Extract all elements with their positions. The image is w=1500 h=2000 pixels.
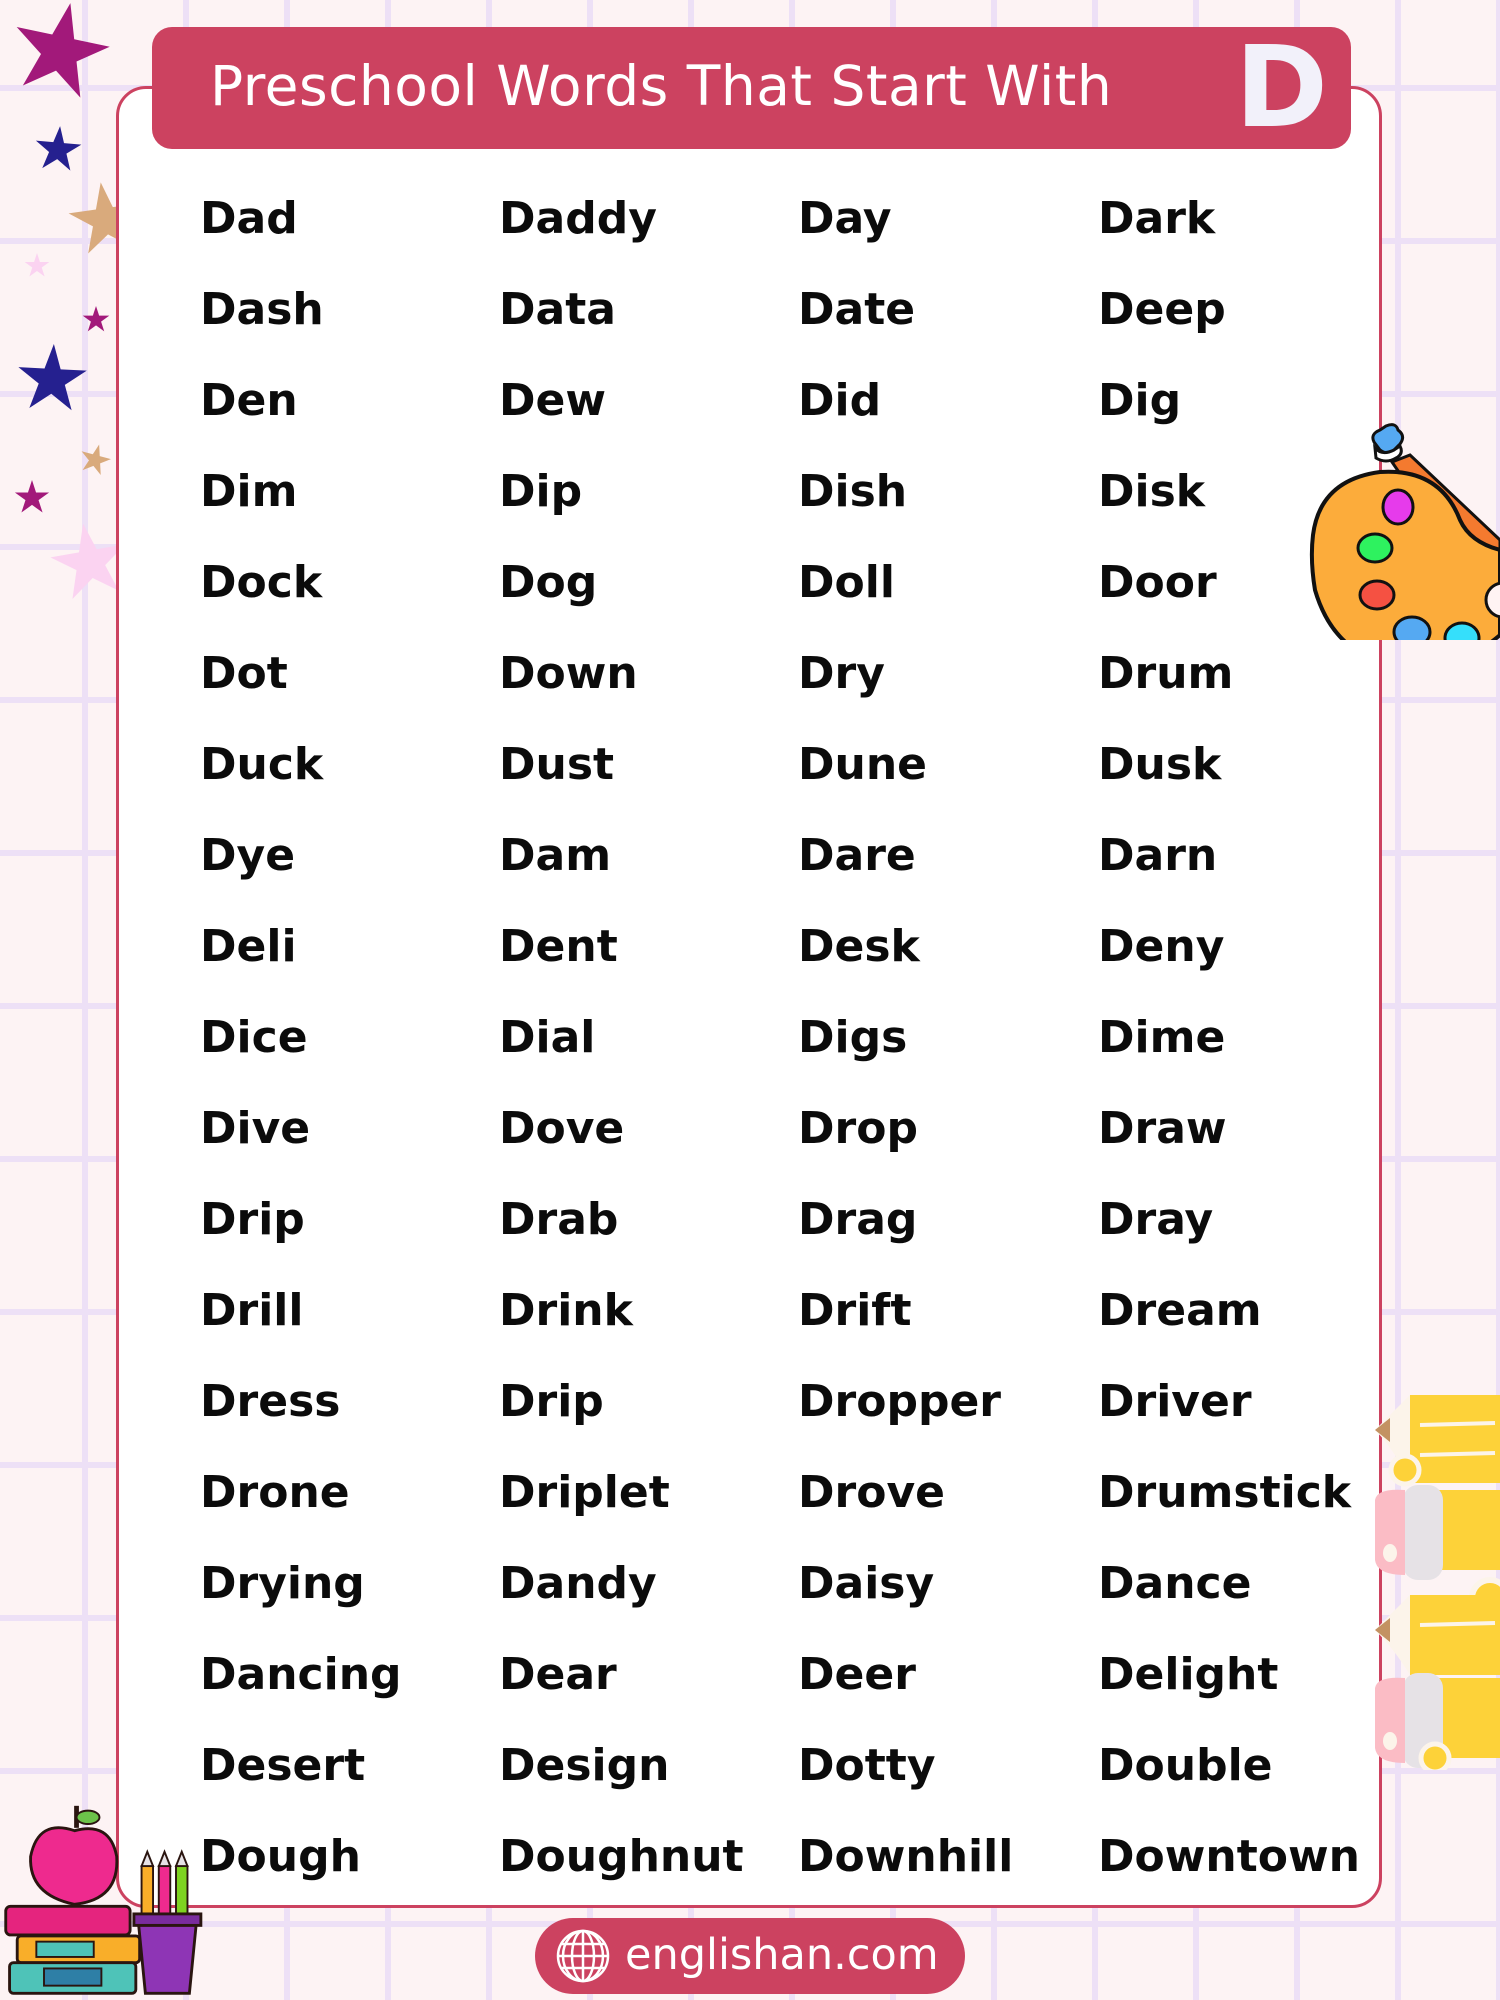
word-item: Dotty [798, 1740, 936, 1791]
word-item: Downhill [798, 1831, 1014, 1882]
word-item: Drop [798, 1103, 918, 1154]
word-item: Day [798, 193, 892, 244]
word-item: Dot [200, 648, 288, 699]
word-item: Dye [200, 830, 296, 881]
word-item: Double [1098, 1740, 1273, 1791]
word-item: Drag [798, 1194, 918, 1245]
word-item: Dray [1098, 1194, 1214, 1245]
word-item: Doughnut [499, 1831, 744, 1882]
word-item: Darn [1098, 830, 1218, 881]
word-item: Drink [499, 1285, 633, 1336]
website-badge[interactable] [535, 1918, 965, 1994]
word-item: Daddy [499, 193, 657, 244]
word-item: Delight [1098, 1649, 1279, 1700]
word-item: Dew [499, 375, 607, 426]
word-item: Driver [1098, 1376, 1252, 1427]
word-item: Dry [798, 648, 885, 699]
word-item: Daisy [798, 1558, 935, 1609]
word-item: Downtown [1098, 1831, 1360, 1882]
word-item: Dancing [200, 1649, 402, 1700]
word-item: Den [200, 375, 298, 426]
word-item: Drove [798, 1467, 945, 1518]
word-item: Driplet [499, 1467, 670, 1518]
word-item: Dough [200, 1831, 361, 1882]
word-item: Drum [1098, 648, 1234, 699]
word-item: Dandy [499, 1558, 657, 1609]
word-item: Duck [200, 739, 324, 790]
word-item: Dish [798, 466, 908, 517]
word-item: Deny [1098, 921, 1225, 972]
word-item: Did [798, 375, 882, 426]
word-item: Disk [1098, 466, 1206, 517]
word-item: Dim [200, 466, 298, 517]
website-url: englishan.com [625, 1930, 939, 1980]
word-item: Drift [798, 1285, 912, 1336]
word-item: Drip [499, 1376, 604, 1427]
word-item: Dam [499, 830, 612, 881]
word-item: Deep [1098, 284, 1226, 335]
word-item: Dog [499, 557, 598, 608]
word-item: Dream [1098, 1285, 1262, 1336]
word-item: Digs [798, 1012, 908, 1063]
word-item: Dove [499, 1103, 625, 1154]
word-item: Drip [200, 1194, 305, 1245]
word-item: Date [798, 284, 916, 335]
word-item: Dime [1098, 1012, 1226, 1063]
word-item: Drill [200, 1285, 304, 1336]
word-item: Deer [798, 1649, 916, 1700]
word-item: Dig [1098, 375, 1182, 426]
word-item: Deli [200, 921, 297, 972]
title-letter: D [1235, 23, 1328, 153]
word-item: Dropper [798, 1376, 1001, 1427]
word-item: Drumstick [1098, 1467, 1352, 1518]
word-item: Dune [798, 739, 928, 790]
word-item: Draw [1098, 1103, 1227, 1154]
word-item: Dear [499, 1649, 617, 1700]
word-item: Door [1098, 557, 1217, 608]
word-item: Dash [200, 284, 324, 335]
word-item: Dark [1098, 193, 1216, 244]
word-item: Dusk [1098, 739, 1222, 790]
word-item: Dust [499, 739, 615, 790]
page-title: Preschool Words That Start With [210, 54, 1113, 118]
word-item: Dent [499, 921, 618, 972]
word-item: Dice [200, 1012, 308, 1063]
word-item: Dad [200, 193, 298, 244]
word-item: Dress [200, 1376, 341, 1427]
word-item: Desk [798, 921, 920, 972]
word-item: Dive [200, 1103, 311, 1154]
word-item: Drab [499, 1194, 619, 1245]
word-item: Dip [499, 466, 583, 517]
word-item: Dock [200, 557, 323, 608]
word-item: Dial [499, 1012, 596, 1063]
globe-icon [555, 1928, 611, 1984]
word-item: Dance [1098, 1558, 1252, 1609]
word-item: Down [499, 648, 638, 699]
word-item: Data [499, 284, 616, 335]
word-item: Drying [200, 1558, 365, 1609]
word-item: Desert [200, 1740, 366, 1791]
word-item: Doll [798, 557, 895, 608]
word-item: Dare [798, 830, 916, 881]
word-item: Drone [200, 1467, 350, 1518]
word-item: Design [499, 1740, 670, 1791]
